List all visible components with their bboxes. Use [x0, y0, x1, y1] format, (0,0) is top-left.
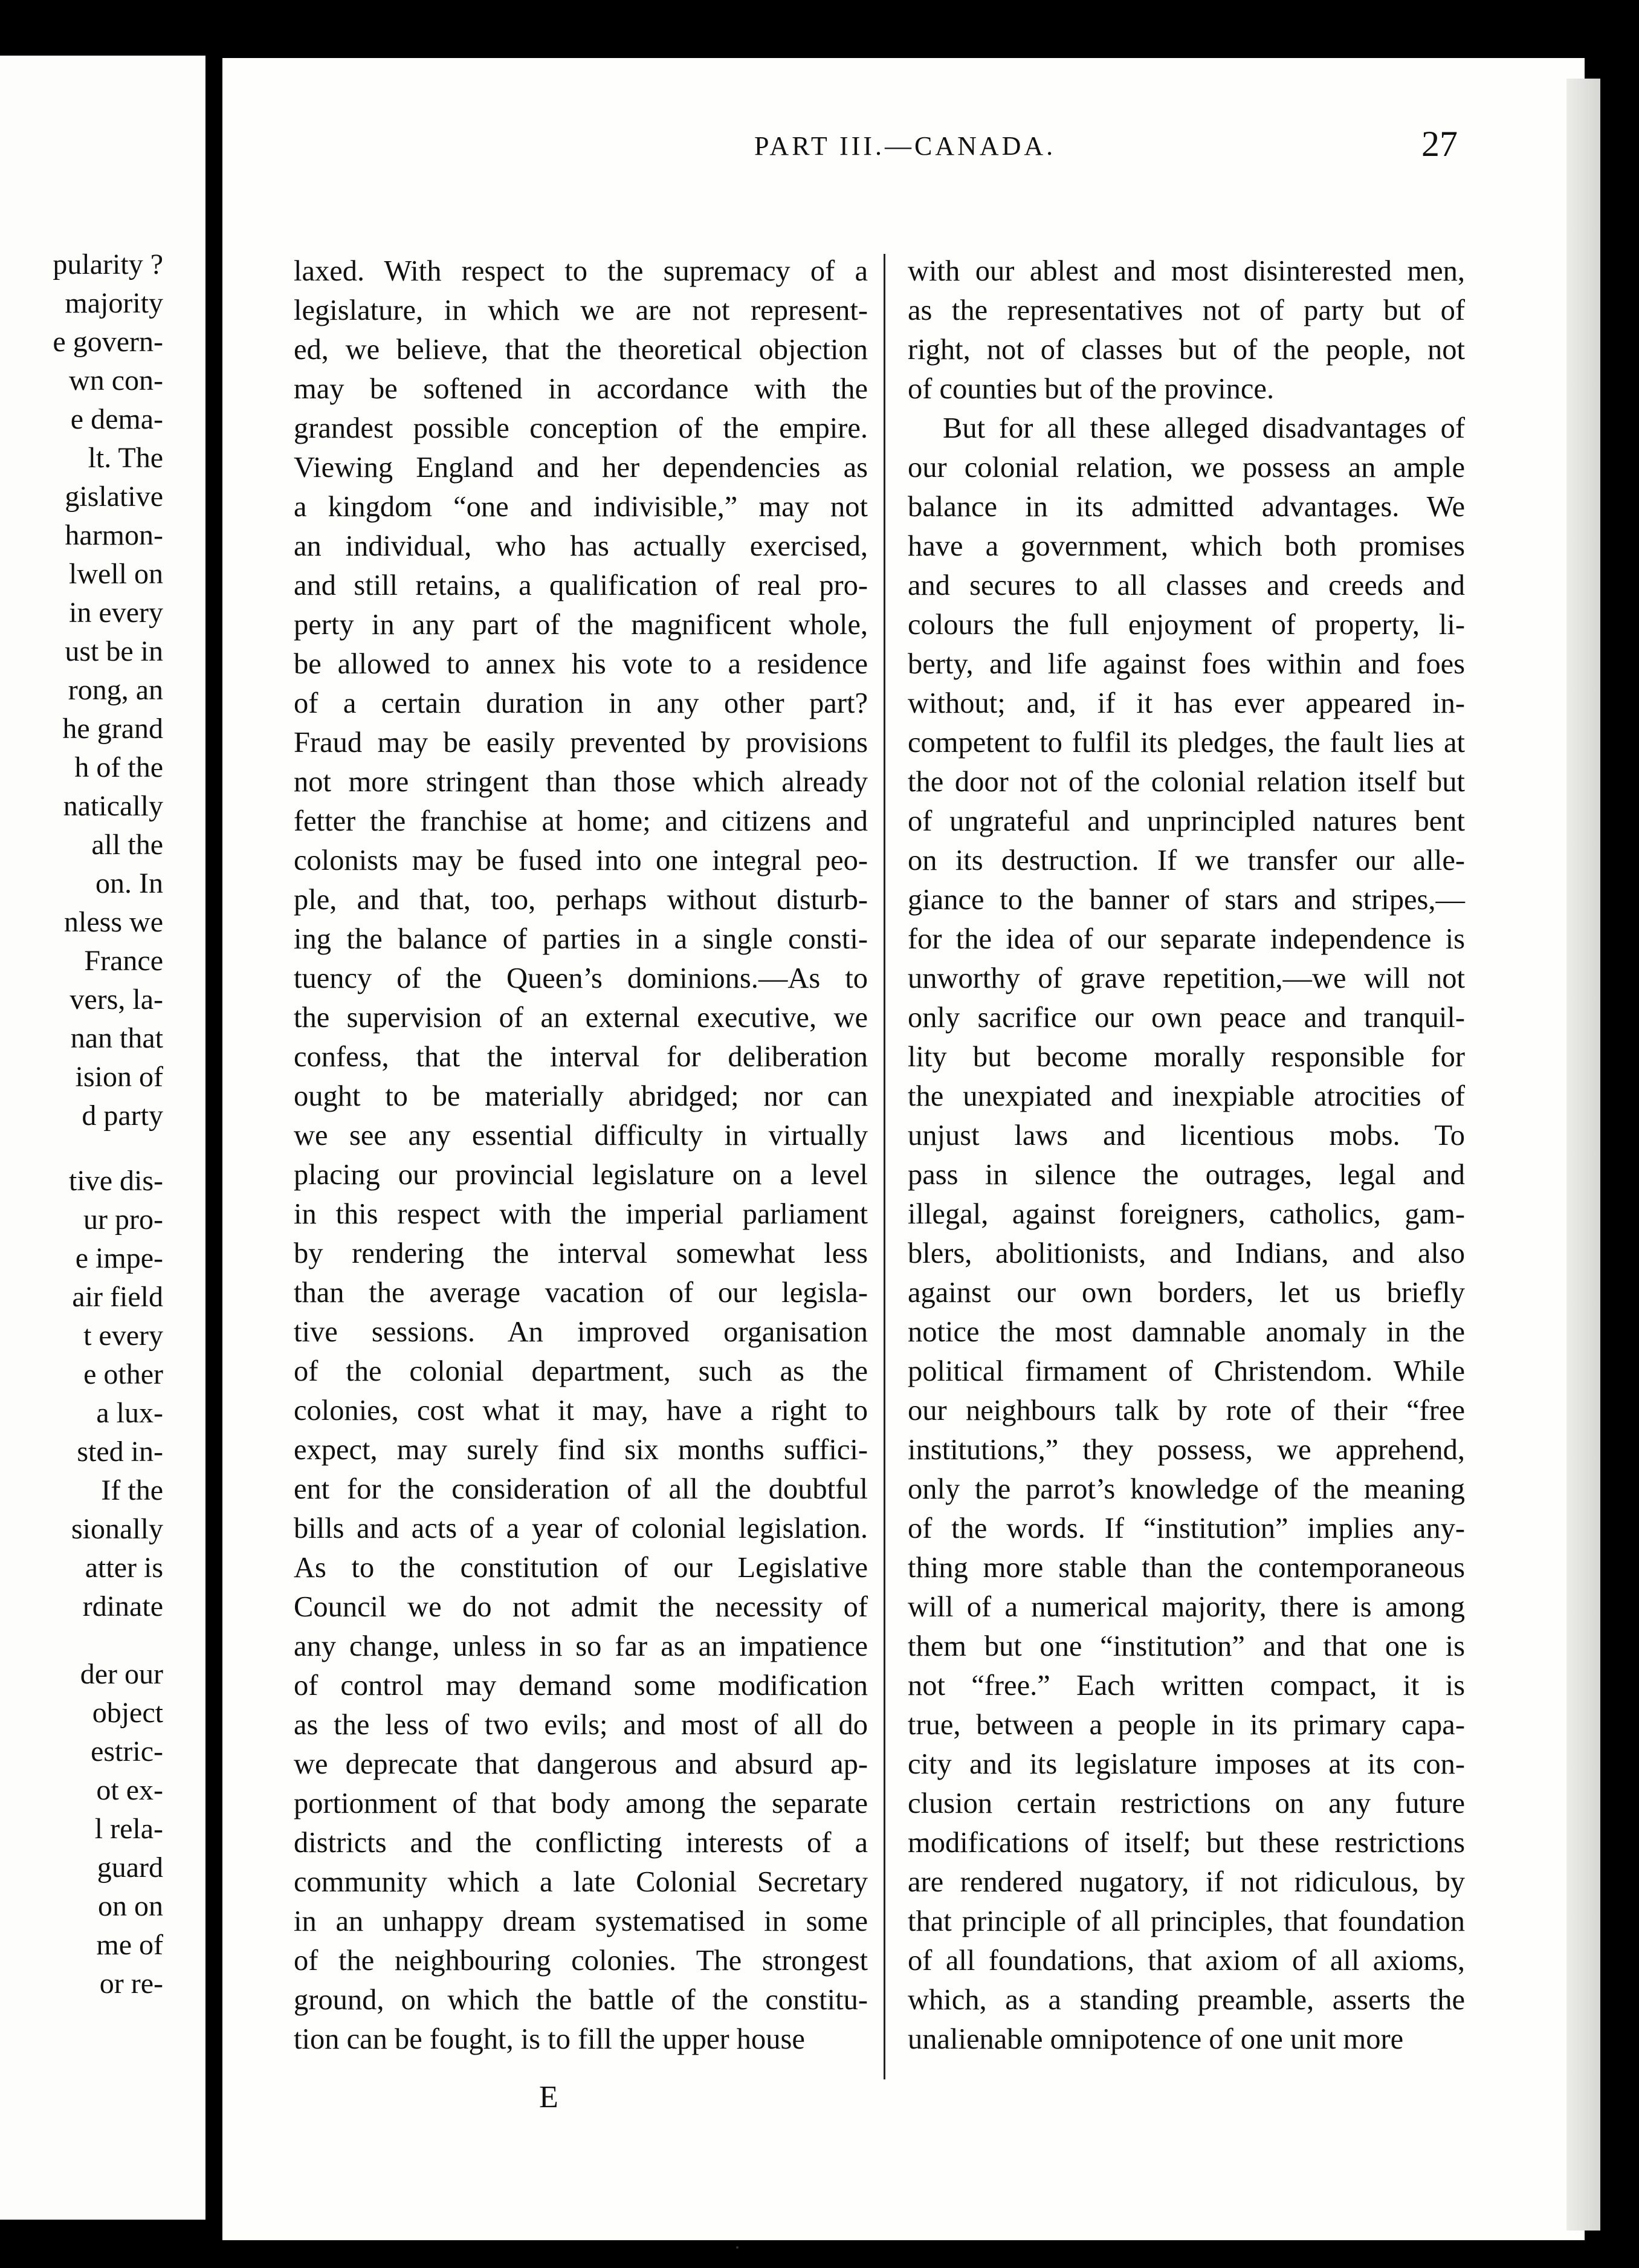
text-line: as the representatives not of party but of [908, 294, 1465, 326]
text-line: that principle of all principles, that foundation [908, 1905, 1465, 1937]
text-line: by rendering the interval somewhat less [294, 1237, 868, 1269]
text-line: colonies, cost what it may, have a right to [294, 1395, 868, 1427]
text-line: unalienable omnipotence of one unit more [908, 2023, 1404, 2055]
facing-page-line: If the [101, 1474, 163, 1506]
text-line: and still retains, a qualification of real pro- [294, 569, 868, 601]
facing-page-line: atter is [85, 1552, 163, 1584]
facing-page-line: lwell on [69, 558, 163, 590]
text-line: in an unhappy dream systematised in some [294, 1905, 868, 1937]
facing-page-line: rdinate [82, 1590, 163, 1622]
text-line: only sacrifice our own peace and tranquil- [908, 1002, 1465, 1034]
facing-page-line: rong, an [68, 674, 163, 706]
facing-page-line: on on [98, 1890, 163, 1922]
text-line: portionment of that body among the separate [294, 1787, 868, 1819]
text-line: be allowed to annex his vote to a residence [294, 648, 868, 680]
text-line: pass in silence the outrages, legal and [908, 1159, 1465, 1191]
text-line: will of a numerical majority, there is among [908, 1591, 1465, 1623]
facing-page-line: pularity ? [53, 248, 163, 280]
text-line: giance to the banner of stars and stripes,— [908, 884, 1465, 916]
facing-page-line: l rela- [94, 1813, 163, 1845]
text-line: confess, that the interval for deliberation [294, 1041, 868, 1073]
text-line: balance in its admitted advantages. We [908, 491, 1465, 523]
facing-page-line: on. In [95, 867, 163, 899]
facing-page-line: sted in- [77, 1436, 163, 1468]
facing-page-line: air field [72, 1281, 163, 1313]
text-line: tuency of the Queen’s dominions.—As to [294, 962, 868, 994]
facing-page-line: e govern- [53, 326, 163, 358]
facing-page-line: nan that [70, 1022, 163, 1054]
text-line: tive sessions. An improved organisation [294, 1316, 868, 1348]
facing-page-line: gislative [65, 481, 163, 513]
page-number: 27 [1421, 124, 1458, 164]
facing-page-line: ision of [75, 1061, 163, 1093]
text-line: only the parrot’s knowledge of the meaning [908, 1473, 1465, 1505]
text-line: an individual, who has actually exercised, [294, 530, 868, 562]
text-line: perty in any part of the magnificent whole, [294, 609, 868, 641]
text-line: in this respect with the imperial parliament [294, 1198, 868, 1230]
facing-page-line: estric- [91, 1735, 163, 1767]
text-line: not “free.” Each written compact, it is [908, 1670, 1465, 1702]
facing-page-line: in every [69, 597, 163, 629]
text-line: Council we do not admit the necessity of [294, 1591, 868, 1623]
text-line: illegal, against foreigners, catholics, gam- [908, 1198, 1465, 1230]
text-line: which, as a standing preamble, asserts the [908, 1984, 1465, 2016]
text-line: expect, may surely find six months suffici- [294, 1434, 868, 1466]
text-line: and secures to all classes and creeds and [908, 569, 1465, 601]
facing-page-line: harmon- [65, 519, 163, 551]
text-line: may be softened in accordance with the [294, 373, 868, 405]
text-line: a kingdom “one and indivisible,” may not [294, 491, 868, 523]
signature-mark: E [539, 2080, 558, 2114]
running-head: PART III.—CANADA. [754, 131, 1056, 161]
text-line: without; and, if it has ever appeared in- [908, 687, 1465, 719]
text-line: city and its legislature imposes at its con- [908, 1748, 1465, 1780]
text-line: of counties but of the province. [908, 373, 1275, 405]
facing-page-line: all the [91, 829, 163, 861]
text-line: the unexpiated and inexpiable atrocities of [908, 1080, 1465, 1112]
facing-page-line: nless we [64, 906, 163, 938]
text-line: berty, and life against foes within and foes [908, 648, 1465, 680]
text-line: of all foundations, that axiom of all axioms, [908, 1945, 1465, 1977]
facing-page-line: lt. The [88, 442, 163, 474]
facing-page-line: e other [83, 1358, 163, 1390]
facing-page-line: object [92, 1697, 163, 1729]
facing-page-line: d party [82, 1100, 163, 1132]
text-line: are rendered nugatory, if not ridiculous, by [908, 1866, 1465, 1898]
text-line: But for all these alleged disadvantages of [943, 412, 1465, 444]
facing-page-line: or re- [99, 1968, 163, 2000]
facing-page-line: me of [96, 1929, 163, 1961]
text-line: against our own borders, let us briefly [908, 1277, 1465, 1309]
text-line: for the idea of our separate independence is [908, 923, 1465, 955]
text-line: clusion certain restrictions on any future [908, 1787, 1465, 1819]
facing-page-line: e impe- [75, 1242, 163, 1274]
text-line: laxed. With respect to the supremacy of a [294, 255, 868, 287]
text-line: community which a late Colonial Secretary [294, 1866, 868, 1898]
left-text-column [294, 251, 868, 2059]
text-line: right, not of classes but of the people, not [908, 334, 1465, 366]
text-line: on its destruction. If we transfer our alle- [908, 844, 1465, 876]
facing-page-line: ot ex- [96, 1774, 163, 1806]
text-line: unworthy of grave repetition,—we will not [908, 962, 1465, 994]
facing-page-line: ur pro- [83, 1204, 163, 1236]
facing-page-line: majority [65, 287, 163, 319]
text-line: of a certain duration in any other part? [294, 687, 868, 719]
text-line: competent to fulfil its pledges, the fault lies at [908, 727, 1465, 759]
facing-page-line: h of the [74, 751, 163, 783]
facing-page-line: e dema- [70, 403, 163, 435]
text-line: have a government, which both promises [908, 530, 1465, 562]
text-line: colours the full enjoyment of property, li- [908, 609, 1465, 641]
text-line: than the average vacation of our legisla- [294, 1277, 868, 1309]
text-line: any change, unless in so far as an impatience [294, 1630, 868, 1662]
text-line: not more stringent than those which already [294, 766, 868, 798]
facing-page-line: ust be in [65, 635, 163, 667]
text-line: institutions,” they possess, we apprehend, [908, 1434, 1465, 1466]
facing-page-line: vers, la- [70, 983, 163, 1016]
text-line: true, between a people in its primary capa- [908, 1709, 1465, 1741]
text-line: placing our provincial legislature on a level [294, 1159, 868, 1191]
text-line: thing more stable than the contemporaneous [908, 1552, 1465, 1584]
text-line: Fraud may be easily prevented by provisions [294, 727, 868, 759]
text-line: modifications of itself; but these restrictions [908, 1827, 1465, 1859]
text-line: ground, on which the battle of the constitu- [294, 1984, 868, 2016]
text-line: lity but become morally responsible for [908, 1041, 1465, 1073]
text-line: with our ablest and most disinterested men, [908, 255, 1465, 287]
text-line: them but one “institution” and that one is [908, 1630, 1465, 1662]
text-line: grandest possible conception of the empire. [294, 412, 868, 444]
text-line: the door not of the colonial relation itself but [908, 766, 1465, 798]
text-line: of the neighbouring colonies. The strongest [294, 1945, 868, 1977]
text-line: notice the most damnable anomaly in the [908, 1316, 1465, 1348]
text-line: districts and the conflicting interests of a [294, 1827, 868, 1859]
text-line: of the words. If “institution” implies any- [908, 1512, 1465, 1544]
text-line: colonists may be fused into one integral peo- [294, 844, 868, 876]
text-line: we see any essential difficulty in virtually [294, 1119, 868, 1152]
text-line: fetter the franchise at home; and citizens and [294, 805, 868, 837]
text-line: as the less of two evils; and most of all do [294, 1709, 868, 1741]
facing-page-line: der our [80, 1658, 163, 1690]
text-line: As to the constitution of our Legislative [294, 1552, 868, 1584]
text-line: blers, abolitionists, and Indians, and also [908, 1237, 1465, 1269]
text-line: ought to be materially abridged; nor can [294, 1080, 868, 1112]
facing-page-line: natically [63, 790, 163, 822]
text-line: of control may demand some modification [294, 1670, 868, 1702]
text-line: our colonial relation, we possess an ample [908, 452, 1465, 484]
text-line: ent for the consideration of all the doubtful [294, 1473, 868, 1505]
facing-page-line: t every [83, 1320, 163, 1352]
column-divider [884, 254, 885, 2079]
text-line: unjust laws and licentious mobs. To [908, 1119, 1465, 1152]
facing-page-line: sionally [71, 1513, 163, 1545]
text-line: tion can be fought, is to fill the upper house [294, 2023, 805, 2055]
right-text-column [908, 251, 1465, 2059]
facing-page-line: wn con- [69, 364, 163, 397]
text-line: we deprecate that dangerous and absurd ap- [294, 1748, 868, 1780]
facing-page-line: a lux- [96, 1397, 163, 1429]
facing-page-line: tive dis- [69, 1165, 163, 1197]
scan-speck [736, 2246, 739, 2249]
page-edge [1566, 79, 1600, 2231]
text-line: legislature, in which we are not represent- [294, 294, 868, 326]
text-line: the supervision of an external executive, we [294, 1002, 868, 1034]
text-line: political firmament of Christendom. While [908, 1355, 1465, 1387]
text-line: of the colonial department, such as the [294, 1355, 868, 1387]
facing-page-line: guard [97, 1852, 163, 1884]
facing-page-line: France [84, 945, 163, 977]
text-line: ing the balance of parties in a single consti- [294, 923, 868, 955]
text-line: ed, we believe, that the theoretical objection [294, 334, 868, 366]
text-line: Viewing England and her dependencies as [294, 452, 868, 484]
text-line: bills and acts of a year of colonial legislation. [294, 1512, 868, 1544]
facing-page-line: he grand [62, 713, 163, 745]
text-line: our neighbours talk by rote of their “free [908, 1395, 1465, 1427]
facing-page-fragment [0, 56, 205, 2220]
text-line: ple, and that, too, perhaps without disturb- [294, 884, 868, 916]
text-line: of ungrateful and unprincipled natures bent [908, 805, 1465, 837]
